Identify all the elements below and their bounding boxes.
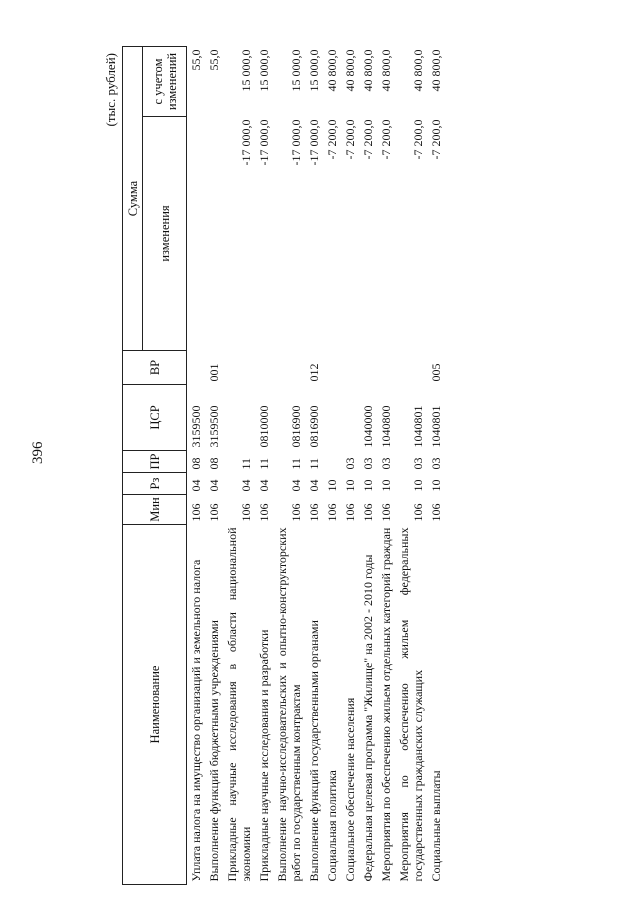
cell-min: 106 (361, 503, 375, 522)
cell-vr (341, 351, 359, 385)
cell-rz: 10 (325, 479, 339, 492)
cell-name: Выполнение функций государственными органами (307, 620, 321, 882)
table-row (377, 47, 395, 885)
cell-total: 55,0 (207, 49, 221, 71)
cell-name: Федеральная целевая программа "Жилище" на 2002 - 2010 годы (361, 554, 375, 882)
cell-name: Социальное обеспечение населения (343, 697, 357, 882)
cell-csr: 1040000 (361, 405, 375, 448)
cell-vr (377, 351, 395, 385)
table-header (123, 47, 187, 885)
cell-rz: 10 (379, 479, 393, 492)
cell-name: Социальные выплаты (429, 770, 443, 882)
cell-vr (223, 351, 255, 385)
header-sum: Сумма (123, 47, 143, 351)
table-body (187, 47, 446, 885)
cell-min: 106 (325, 503, 339, 522)
table-row (427, 47, 445, 885)
cell-name: Мероприятия по обеспечению жильем отдельных категорий граждан (379, 527, 393, 882)
cell-pr: 11 (239, 457, 253, 470)
cell-name: Социальная политика (325, 770, 339, 882)
cell-total: 40 800,0 (343, 49, 357, 92)
cell-change: -7 200,0 (343, 119, 357, 160)
cell-change: -7 200,0 (325, 119, 339, 160)
header-vr: ВР (123, 351, 187, 385)
cell-pr: 03 (361, 457, 375, 470)
table-row (305, 47, 323, 885)
table-row (187, 47, 206, 885)
cell-total: 55,0 (189, 49, 203, 71)
cell-total: 40 800,0 (361, 49, 375, 92)
cell-vr (187, 351, 206, 385)
cell-rz: 10 (411, 479, 425, 492)
cell-total: 15 000,0 (289, 49, 303, 92)
table-row (341, 47, 359, 885)
cell-vr (273, 351, 305, 385)
cell-min: 106 (343, 503, 357, 522)
cell-pr: 03 (429, 457, 443, 470)
cell-name: Выполнение функций бюджетными учреждениями (207, 620, 221, 882)
cell-csr: 3159500 (207, 405, 221, 448)
cell-min: 106 (207, 503, 221, 522)
cell-min: 106 (189, 503, 203, 522)
header-change: изменения (143, 117, 187, 351)
cell-min: 106 (239, 503, 253, 522)
cell-min: 106 (289, 503, 303, 522)
cell-total: 15 000,0 (239, 49, 253, 92)
cell-total: 40 800,0 (429, 49, 443, 92)
cell-csr: 1040801 (411, 405, 425, 448)
cell-total: 40 800,0 (379, 49, 393, 92)
table-row (205, 47, 223, 885)
cell-csr: 0816900 (307, 405, 321, 448)
cell-pr: 11 (257, 457, 271, 470)
cell-pr: 11 (307, 457, 321, 470)
cell-change: -17 000,0 (239, 119, 253, 166)
cell-rz: 10 (361, 479, 375, 492)
cell-rz: 10 (429, 479, 443, 492)
header-csr: ЦСР (123, 385, 187, 451)
cell-total: 15 000,0 (257, 49, 271, 92)
table-row (395, 47, 427, 885)
header-min: Мин (123, 495, 187, 525)
cell-rz: 04 (239, 479, 253, 492)
cell-name: Прикладные научные исследования в области национальной экономики (225, 527, 253, 882)
cell-rz: 04 (207, 479, 221, 492)
cell-total: 40 800,0 (411, 49, 425, 92)
cell-vr (323, 351, 341, 385)
cell-rz: 10 (343, 479, 357, 492)
cell-csr: 1040801 (429, 405, 443, 448)
cell-vr (359, 351, 377, 385)
rotated-table-frame (100, 45, 560, 885)
cell-rz: 04 (307, 479, 321, 492)
cell-pr: 11 (289, 457, 303, 470)
cell-vr: 012 (307, 363, 321, 382)
table-row (359, 47, 377, 885)
cell-min: 106 (429, 503, 443, 522)
table-row (255, 47, 273, 885)
cell-rz: 04 (257, 479, 271, 492)
table-row (223, 47, 255, 885)
cell-change: -17 000,0 (257, 119, 271, 166)
cell-min: 106 (411, 503, 425, 522)
cell-csr (341, 385, 359, 451)
cell-change: -7 200,0 (429, 119, 443, 160)
cell-csr: 0810000 (257, 405, 271, 448)
cell-change (205, 117, 223, 351)
cell-change: -7 200,0 (361, 119, 375, 160)
cell-csr: 3159500 (189, 405, 203, 448)
cell-change: -17 000,0 (307, 119, 321, 166)
cell-vr: 005 (429, 363, 443, 382)
header-pr: ПР (123, 451, 187, 473)
cell-csr (323, 385, 341, 451)
cell-pr: 03 (411, 457, 425, 470)
cell-pr (323, 451, 341, 473)
cell-name: Уплата налога на имущество организаций и земельного налога (189, 559, 203, 882)
cell-rz: 04 (289, 479, 303, 492)
cell-pr: 03 (379, 457, 393, 470)
cell-min: 106 (307, 503, 321, 522)
header-rz: Рз (123, 473, 187, 495)
budget-table (122, 46, 445, 885)
cell-pr: 08 (189, 457, 203, 470)
cell-total: 40 800,0 (325, 49, 339, 92)
cell-csr (223, 385, 255, 451)
table-row (323, 47, 341, 885)
cell-rz: 04 (189, 479, 203, 492)
cell-vr (395, 351, 427, 385)
cell-min: 106 (257, 503, 271, 522)
cell-change: -17 000,0 (289, 119, 303, 166)
cell-total: 15 000,0 (307, 49, 321, 92)
cell-change (187, 117, 206, 351)
cell-name: Прикладные научные исследования и разработки (257, 629, 271, 882)
header-total: с учетом изменений (143, 47, 187, 117)
header-name: Наименование (123, 525, 187, 885)
cell-pr: 08 (207, 457, 221, 470)
cell-csr: 1040800 (379, 405, 393, 448)
cell-csr: 0816900 (289, 405, 303, 448)
cell-name: Мероприятия по обеспечению жильем федеральных государственных гражданских служащих (397, 527, 425, 882)
units-note: (тыс. рублей) (103, 53, 118, 127)
cell-vr: 001 (207, 363, 221, 382)
table-row (273, 47, 305, 885)
cell-pr: 03 (343, 457, 357, 470)
cell-name: Выполнение научно-исследовательских и опытно-конструкторских работ по государственным контрактам (275, 527, 303, 882)
cell-min: 106 (379, 503, 393, 522)
cell-vr (255, 351, 273, 385)
cell-change: -7 200,0 (411, 119, 425, 160)
page-number: 396 (30, 441, 46, 464)
cell-change: -7 200,0 (379, 119, 393, 160)
